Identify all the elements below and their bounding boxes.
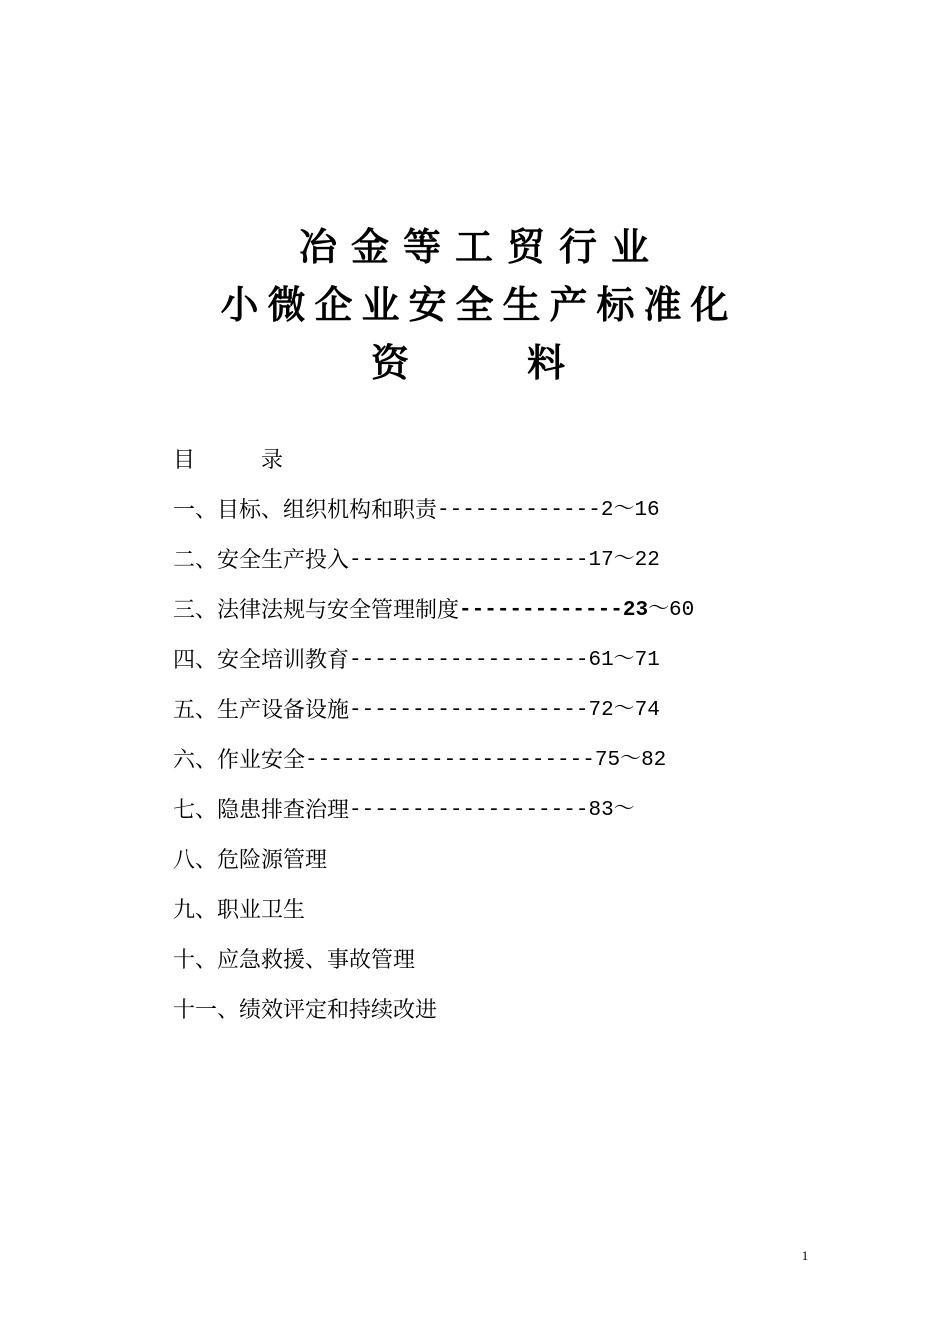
page-number: 1	[801, 1248, 809, 1263]
toc-entry-4[interactable]	[173, 636, 873, 686]
toc-entry-leader: -----------------------	[305, 749, 595, 772]
toc-entry-label: 一、目标、组织机构和职责	[173, 498, 438, 523]
title-line-2: 小微企业安全生产标准化	[220, 283, 738, 327]
toc-entry-6[interactable]	[173, 736, 873, 786]
toc-entry-1[interactable]	[173, 486, 873, 536]
toc-entry-pages-start: 23	[622, 599, 649, 622]
toc-entry-label: 十、应急救援、事故管理	[173, 948, 416, 973]
toc-entry-label: 十一、绩效评定和持续改进	[173, 998, 438, 1023]
toc-entry-label: 五、生产设备设施	[173, 698, 350, 723]
toc-entry-pages: 75～82	[594, 749, 667, 772]
title-line-3: 资 料	[370, 341, 579, 385]
toc-entry-pages: 72～74	[588, 699, 660, 722]
toc-entry-label: 九、职业卫生	[173, 898, 306, 923]
toc-entry-leader: -------------------	[349, 699, 589, 722]
title-line-1: 冶金等工贸行业	[298, 225, 663, 269]
toc-entry-leader: -------------------	[349, 549, 589, 572]
toc-entry-label: 四、安全培训教育	[173, 648, 350, 673]
toc-entry-label: 二、安全生产投入	[173, 548, 350, 573]
toc-entry-pages: 61～71	[588, 649, 660, 672]
toc-entry-leader: -------------------	[349, 799, 589, 822]
toc-entry-pages: 83～	[588, 799, 635, 822]
toc-entry-leader: -------------	[437, 499, 601, 522]
table-of-contents	[173, 436, 873, 1036]
toc-entry-pages: 17～22	[588, 549, 660, 572]
toc-entry-pages: ～60	[648, 599, 695, 622]
toc-entry-label: 三、法律法规与安全管理制度	[173, 598, 460, 623]
document-title	[0, 218, 950, 392]
toc-entry-10[interactable]	[173, 936, 873, 986]
toc-entry-3[interactable]	[173, 586, 873, 636]
toc-entry-leader: -------------	[459, 599, 623, 622]
toc-entry-9[interactable]	[173, 886, 873, 936]
toc-entry-leader: -------------------	[349, 649, 589, 672]
toc-entry-5[interactable]	[173, 686, 873, 736]
toc-entry-label: 七、隐患排查治理	[173, 798, 350, 823]
toc-entry-label: 六、作业安全	[173, 748, 306, 773]
toc-entry-11[interactable]	[173, 986, 873, 1036]
toc-entry-8[interactable]	[173, 836, 873, 886]
toc-entry-label: 八、危险源管理	[173, 848, 328, 873]
toc-entry-2[interactable]	[173, 536, 873, 586]
toc-heading: 目 录	[173, 448, 284, 473]
toc-entry-7[interactable]	[173, 786, 873, 836]
toc-entry-pages: 2～16	[600, 499, 660, 522]
